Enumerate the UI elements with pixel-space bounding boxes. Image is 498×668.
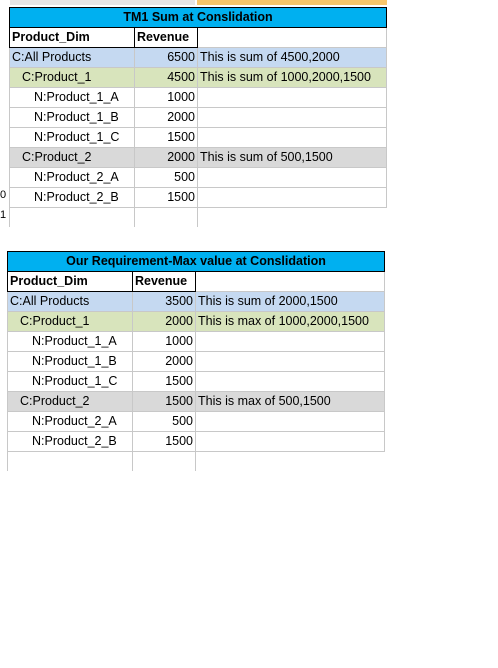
table-row[interactable] — [8, 352, 385, 372]
empty-cell[interactable] — [10, 208, 135, 228]
top-strip-accent — [197, 0, 387, 5]
revenue-cell[interactable]: 4500 — [135, 68, 198, 88]
product-dim-cell[interactable]: N:Product_2_A — [10, 168, 135, 188]
note-cell[interactable] — [198, 168, 387, 188]
table-title: TM1 Sum at Conslidation — [10, 8, 387, 28]
product-dim-cell[interactable]: N:Product_1_A — [8, 332, 133, 352]
note-cell[interactable]: This is sum of 500,1500 — [198, 148, 387, 168]
empty-cell[interactable] — [8, 452, 133, 472]
empty-cell[interactable] — [133, 452, 196, 472]
revenue-cell[interactable]: 1000 — [133, 332, 196, 352]
product-dim-cell[interactable]: C:All Products — [10, 48, 135, 68]
note-cell[interactable]: This is max of 1000,2000,1500 — [196, 312, 385, 332]
note-cell[interactable] — [198, 88, 387, 108]
product-dim-cell[interactable]: C:Product_2 — [8, 392, 133, 412]
table-row[interactable] — [8, 432, 385, 452]
note-cell[interactable]: This is sum of 1000,2000,1500 — [198, 68, 387, 88]
note-cell[interactable] — [196, 332, 385, 352]
empty-cell[interactable] — [198, 28, 387, 48]
row-number-edge-2: 1 — [0, 209, 7, 221]
table-row[interactable] — [8, 332, 385, 352]
table-row[interactable] — [8, 412, 385, 432]
empty-cell[interactable] — [198, 208, 387, 228]
empty-cell[interactable] — [196, 272, 385, 292]
product-dim-cell[interactable]: N:Product_1_B — [10, 108, 135, 128]
top-strip-left — [10, 0, 195, 5]
column-header-revenue[interactable]: Revenue — [135, 28, 198, 48]
note-cell[interactable] — [198, 188, 387, 208]
empty-cell[interactable] — [196, 452, 385, 472]
empty-cell[interactable] — [135, 208, 198, 228]
row-number-edge-1: 0 — [0, 189, 7, 201]
table-row[interactable] — [10, 48, 387, 68]
requirement-max-table — [7, 251, 385, 471]
note-cell[interactable] — [198, 128, 387, 148]
table-row[interactable] — [10, 148, 387, 168]
product-dim-cell[interactable]: C:Product_1 — [10, 68, 135, 88]
revenue-cell[interactable]: 1500 — [135, 128, 198, 148]
column-header-product-dim[interactable]: Product_Dim — [10, 28, 135, 48]
revenue-cell[interactable]: 1500 — [133, 392, 196, 412]
table-row[interactable] — [8, 292, 385, 312]
product-dim-cell[interactable]: N:Product_1_C — [8, 372, 133, 392]
product-dim-cell[interactable]: N:Product_1_B — [8, 352, 133, 372]
product-dim-cell[interactable]: C:Product_1 — [8, 312, 133, 332]
column-header-revenue[interactable]: Revenue — [133, 272, 196, 292]
table-row[interactable] — [10, 168, 387, 188]
revenue-cell[interactable]: 500 — [133, 412, 196, 432]
revenue-cell[interactable]: 3500 — [133, 292, 196, 312]
note-cell[interactable] — [196, 432, 385, 452]
revenue-cell[interactable]: 2000 — [133, 312, 196, 332]
product-dim-cell[interactable]: N:Product_1_C — [10, 128, 135, 148]
table-row[interactable] — [8, 312, 385, 332]
revenue-cell[interactable]: 2000 — [135, 148, 198, 168]
note-cell[interactable] — [196, 412, 385, 432]
revenue-cell[interactable]: 2000 — [135, 108, 198, 128]
revenue-cell[interactable]: 1500 — [133, 372, 196, 392]
product-dim-cell[interactable]: N:Product_2_B — [10, 188, 135, 208]
note-cell[interactable]: This is sum of 4500,2000 — [198, 48, 387, 68]
revenue-cell[interactable]: 2000 — [133, 352, 196, 372]
table-row-empty[interactable] — [8, 452, 385, 472]
revenue-cell[interactable]: 1500 — [133, 432, 196, 452]
product-dim-cell[interactable]: N:Product_1_A — [10, 88, 135, 108]
revenue-cell[interactable]: 6500 — [135, 48, 198, 68]
revenue-cell[interactable]: 1500 — [135, 188, 198, 208]
table-title: Our Requirement-Max value at Conslidation — [8, 252, 385, 272]
table-row[interactable] — [10, 128, 387, 148]
note-cell[interactable] — [196, 372, 385, 392]
table-row-empty[interactable] — [10, 208, 387, 228]
product-dim-cell[interactable]: N:Product_2_B — [8, 432, 133, 452]
table-row[interactable] — [10, 68, 387, 88]
revenue-cell[interactable]: 500 — [135, 168, 198, 188]
product-dim-cell[interactable]: N:Product_2_A — [8, 412, 133, 432]
revenue-cell[interactable]: 1000 — [135, 88, 198, 108]
table-row[interactable] — [10, 88, 387, 108]
table-row[interactable] — [8, 392, 385, 412]
note-cell[interactable]: This is sum of 2000,1500 — [196, 292, 385, 312]
product-dim-cell[interactable]: C:All Products — [8, 292, 133, 312]
tm1-sum-table — [9, 7, 387, 227]
table-row[interactable] — [8, 372, 385, 392]
column-header-product-dim[interactable]: Product_Dim — [8, 272, 133, 292]
note-cell[interactable] — [198, 108, 387, 128]
note-cell[interactable] — [196, 352, 385, 372]
product-dim-cell[interactable]: C:Product_2 — [10, 148, 135, 168]
table-row[interactable] — [10, 188, 387, 208]
table-row[interactable] — [10, 108, 387, 128]
note-cell[interactable]: This is max of 500,1500 — [196, 392, 385, 412]
